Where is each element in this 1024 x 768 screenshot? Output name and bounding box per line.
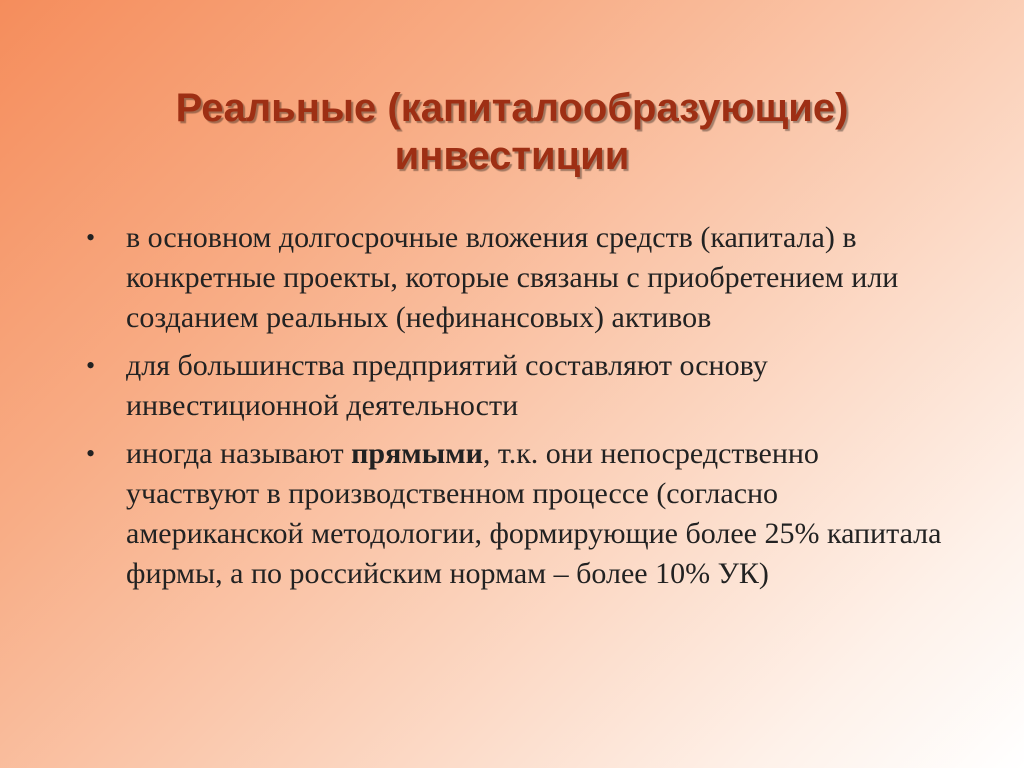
bullet-icon: • xyxy=(86,439,96,468)
title-line-1: Реальные (капиталообразующие) xyxy=(175,86,849,130)
bullet-text-3-bold: прямыми xyxy=(351,437,483,470)
bullet-text-2: для большинства предприятий составляют основу инвестиционной деятельности xyxy=(126,349,768,422)
bullet-text-3-after: , т.к. они непосредственно участвуют в производственном процессе (согласно американской методологии, формирующие более 25% капитала фирмы, а по российским нормам – более 10% УК) xyxy=(126,437,942,590)
bullet-list xyxy=(86,218,956,602)
bullet-text-1: в основном долгосрочные вложения средств (капитала) в конкретные проекты, которые связаны с приобретением или созданием реальных (нефинансовых) активов xyxy=(126,221,899,334)
bullet-item-3 xyxy=(86,434,956,594)
bullet-icon: • xyxy=(86,351,96,380)
slide-title xyxy=(60,84,964,180)
title-line-2: инвестиции xyxy=(394,134,630,178)
bullet-text-3-before: иногда называют xyxy=(126,437,352,470)
bullet-icon: • xyxy=(86,223,96,252)
bullet-item-2 xyxy=(86,346,956,426)
bullet-item-1 xyxy=(86,218,956,338)
